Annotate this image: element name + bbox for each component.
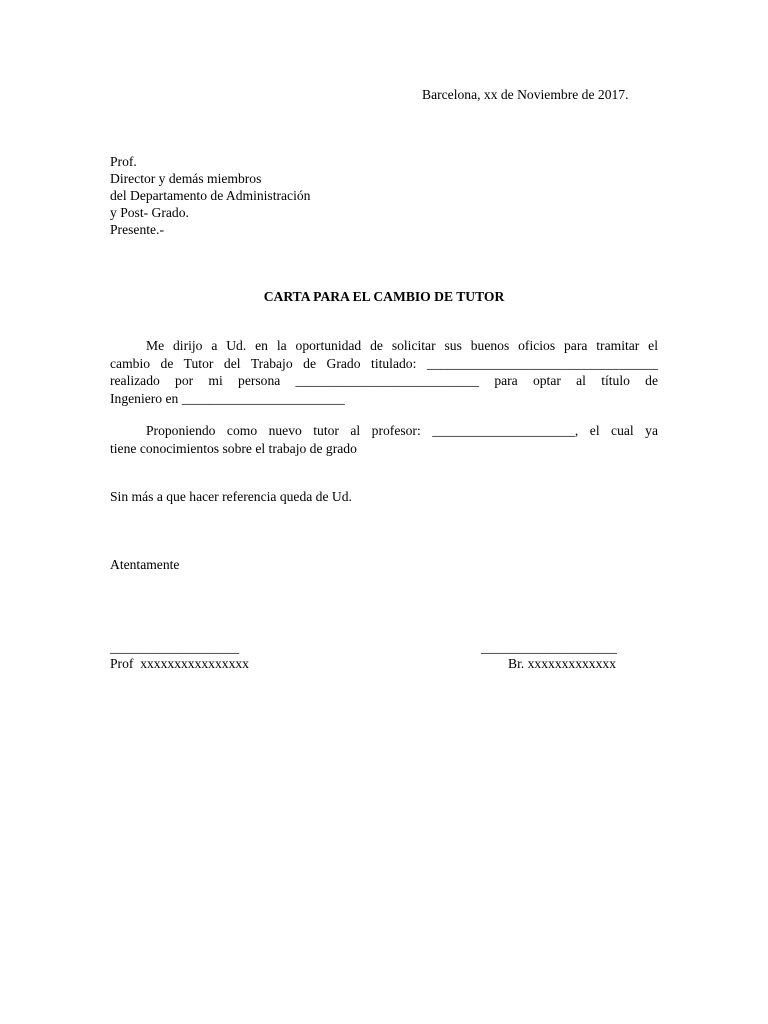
closing-line: Sin más a que hacer referencia queda de Ud. [110, 489, 352, 504]
paragraph-line [110, 337, 658, 355]
recipient-line: Prof. [110, 154, 137, 169]
signature-name-right: Br. xxxxxxxxxxxxx [508, 656, 616, 671]
recipient-block [110, 153, 310, 238]
paragraph-line-text: Me dirijo a Ud. en la oportunidad de solicitar sus buenos oficios para tramitar el [146, 338, 658, 353]
letter-title: CARTA PARA EL CAMBIO DE TUTOR [263, 289, 505, 304]
signature-line-right: ____________________ [481, 640, 617, 655]
recipient-line: y Post- Grado. [110, 205, 189, 220]
signature-line-left: ___________________ [110, 640, 240, 655]
body-paragraph-request [110, 337, 658, 408]
body-paragraph-proposal [110, 422, 658, 458]
recipient-line: Presente.- [110, 222, 164, 237]
recipient-line: del Departamento de Administración [110, 188, 311, 203]
paragraph-line-text: Proponiendo como nuevo tutor al profesor: _____________________, el cual ya [146, 423, 658, 438]
signature-name-left: Prof xxxxxxxxxxxxxxxx [110, 656, 249, 671]
regards-line: Atentamente [110, 557, 180, 572]
recipient-line: Director y demás miembros [110, 171, 262, 186]
paragraph-line: cambio de Tutor del Trabajo de Grado titulado: __________________________________ [110, 355, 658, 371]
date-line: Barcelona, xx de Noviembre de 2017. [422, 87, 629, 102]
paragraph-line [110, 422, 658, 440]
paragraph-line: Ingeniero en ________________________ [110, 390, 345, 406]
paragraph-line: realizado por mi persona ___________________________ para optar al título de [110, 373, 658, 388]
paragraph-line: tiene conocimientos sobre el trabajo de grado [110, 440, 357, 456]
